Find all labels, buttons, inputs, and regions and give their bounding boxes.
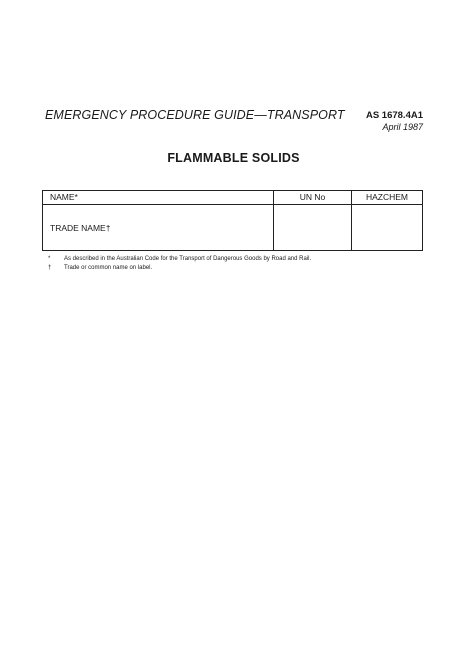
standard-number: AS 1678.4A1 xyxy=(365,110,423,121)
hazchem-entry-field[interactable] xyxy=(352,205,423,251)
table-entry-row xyxy=(43,205,423,251)
guide-title: EMERGENCY PROCEDURE GUIDE—TRANSPORT xyxy=(45,108,345,122)
trade-name-label: TRADE NAME† xyxy=(50,223,111,233)
table-header-row xyxy=(43,191,423,205)
footnote-text: As described in the Australian Code for the Transport of Dangerous Goods by Road and Rail. xyxy=(64,256,312,262)
hazchem-header xyxy=(352,191,423,205)
standard-date: April 1987 xyxy=(382,122,423,132)
footnote-item xyxy=(48,255,311,264)
document-heading: FLAMMABLE SOLIDS xyxy=(167,151,300,165)
product-identification-table xyxy=(42,190,423,251)
footnote-mark: * xyxy=(48,256,51,262)
name-label: NAME* xyxy=(50,192,78,202)
un-number-entry-field[interactable] xyxy=(274,205,352,251)
un-number-label: UN No xyxy=(299,192,326,202)
footnotes xyxy=(48,255,311,272)
un-number-header xyxy=(274,191,352,205)
footnote-item xyxy=(48,264,311,273)
footnote-mark: † xyxy=(48,264,52,271)
footnote-text: Trade or common name on label. xyxy=(64,264,153,271)
trade-name-cell xyxy=(43,205,274,251)
name-label-cell xyxy=(43,191,274,205)
hazchem-label: HAZCHEM xyxy=(365,192,409,202)
